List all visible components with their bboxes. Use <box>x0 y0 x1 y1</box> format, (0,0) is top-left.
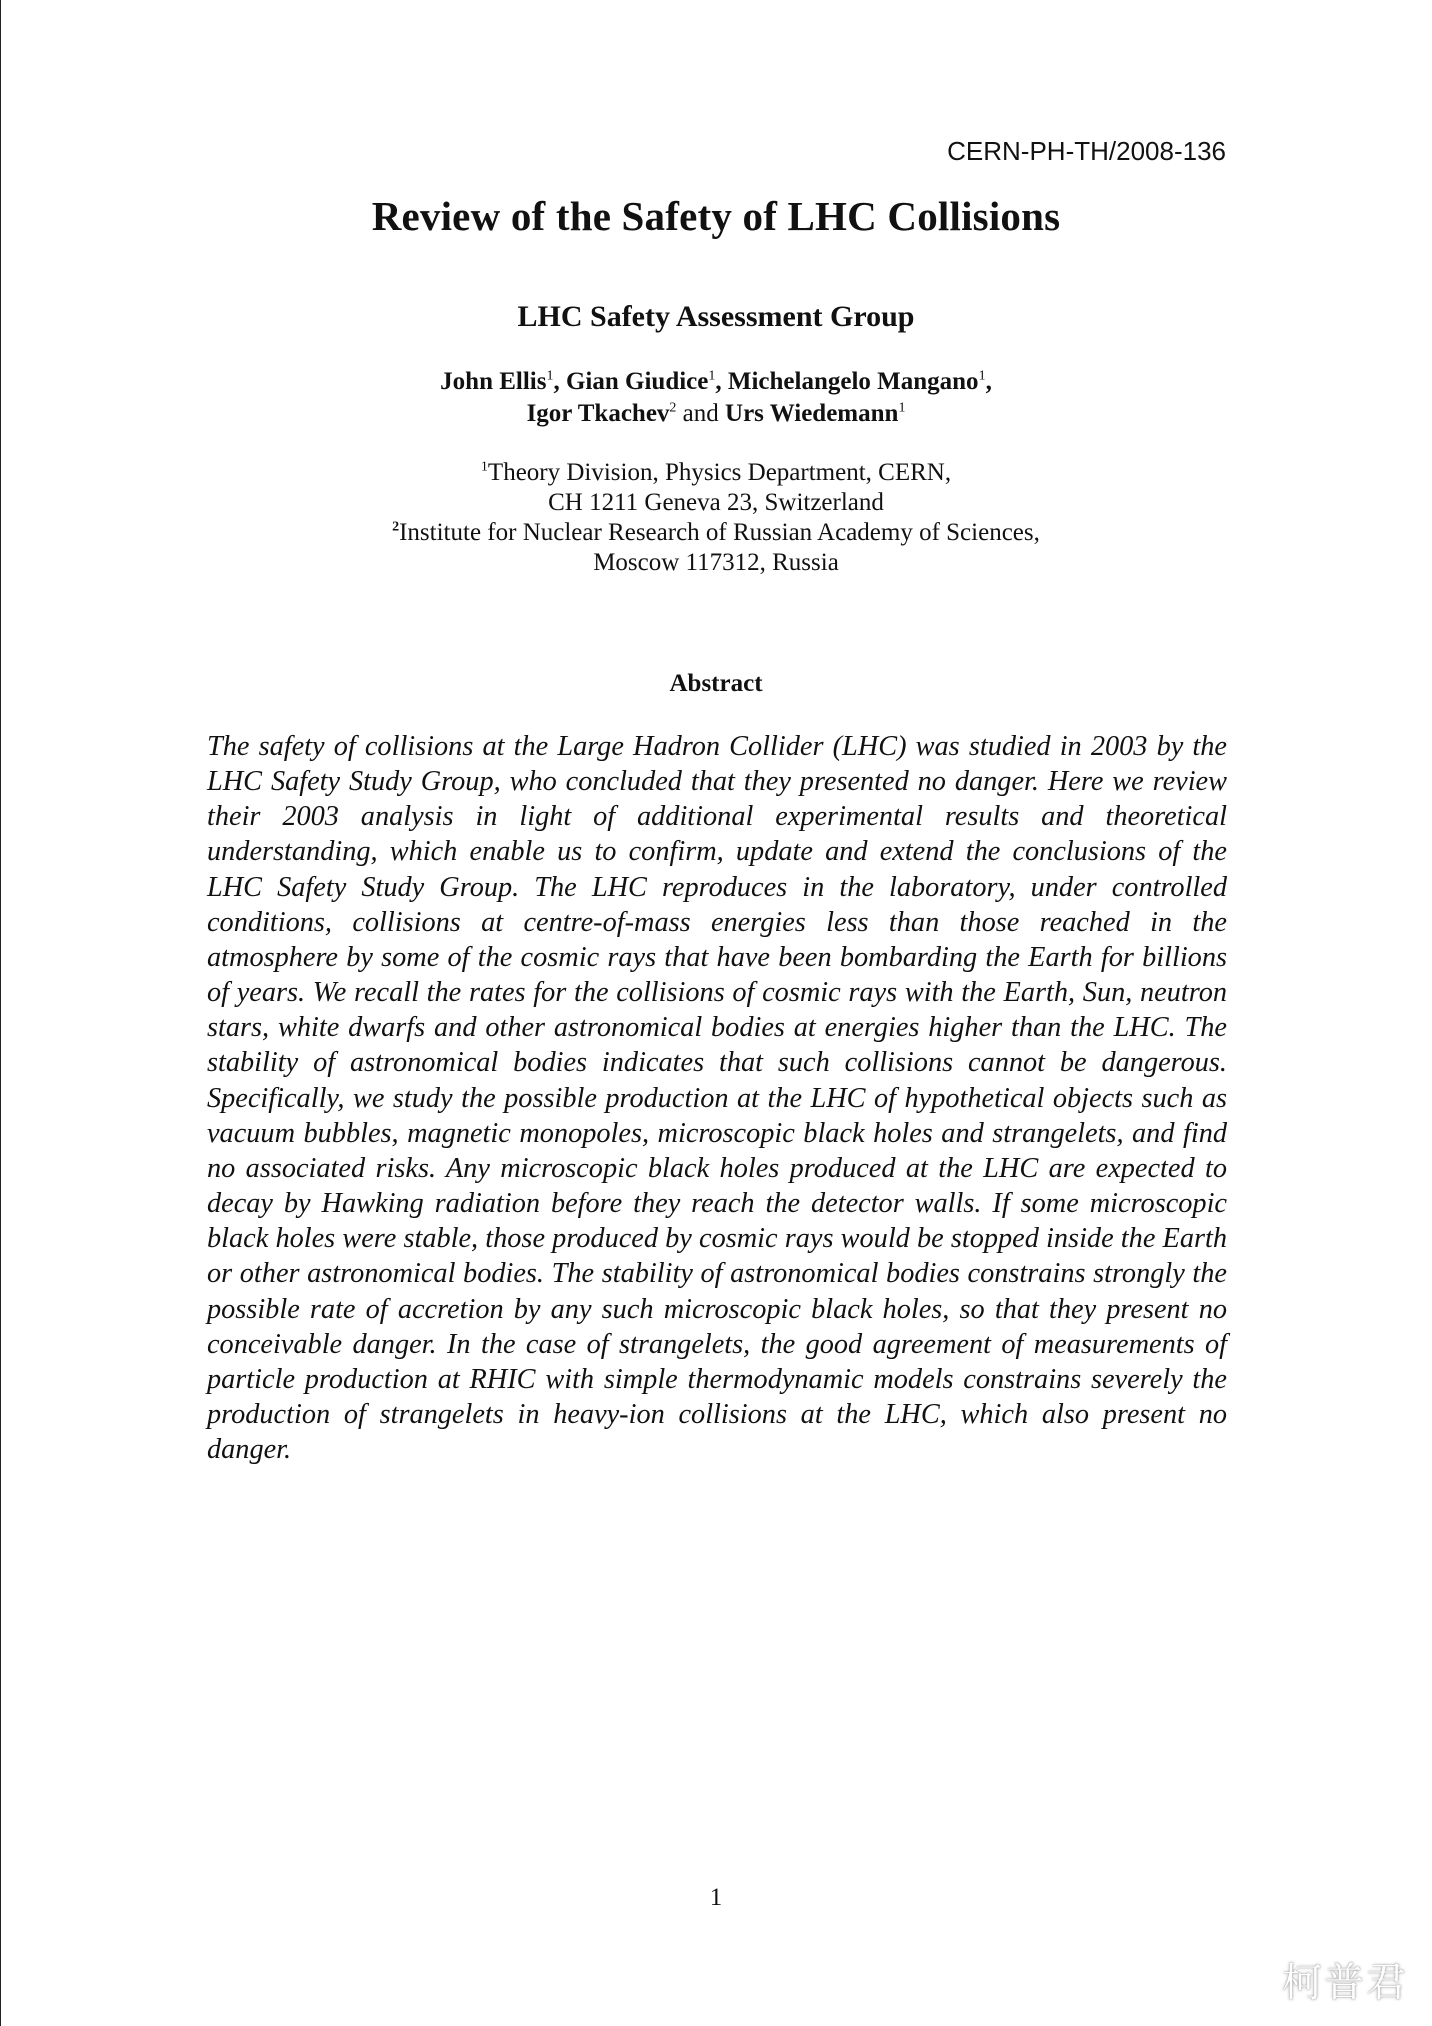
author-affiliation-marker: 2 <box>669 400 677 416</box>
author-list <box>0 366 1432 430</box>
affiliation-2-line-2: Moscow 117312, Russia <box>593 549 839 576</box>
affiliation-1-line-1 <box>0 458 1432 488</box>
author-affiliation-marker: 1 <box>898 400 906 416</box>
author-affiliation-marker: 1 <box>546 368 554 384</box>
author-name: Igor Tkachev <box>526 400 670 427</box>
author-affiliation-marker: 1 <box>708 368 716 384</box>
author-name: Gian Giudice <box>565 368 709 395</box>
watermark: 柯普君 <box>1282 1960 1408 2006</box>
author-name: Urs Wiedemann <box>725 400 899 427</box>
paper-title: Review of the Safety of LHC Collisions <box>371 193 1061 239</box>
affiliation-1-line-2: CH 1211 Geneva 23, Switzerland <box>548 489 884 516</box>
affiliation-text: Theory Division, Physics Department, CERN, <box>487 459 952 486</box>
author-name: John Ellis <box>440 368 547 395</box>
author-affiliation-marker: 1 <box>978 368 986 384</box>
affiliations <box>0 458 1432 578</box>
page-number: 1 <box>709 1884 723 1911</box>
author-conjunction: and <box>676 400 726 427</box>
affiliation-marker: 1 <box>480 459 488 475</box>
abstract-text: The safety of collisions at the Large Hadron Collider (LHC) was studied in 2003 by the LHC Safety Study Group, who concluded that they presented no danger. Here we review their 2003 analysis in light of additional experimental results and theoretical understanding, which enable us to confirm, update and extend the conclusions of the LHC Safety Study Group. The LHC reproduces in the laboratory, under controlled conditions, collisions at centre-of-mass energies less than those reached in the atmosphere by some of the cosmic rays that have been bombarding the Earth for billions of years. We recall the rates for the collisions of cosmic rays with the Earth, Sun, neutron stars, white dwarfs and other astronomical bodies at energies higher than the LHC. The stability of astronomical bodies indicates that such collisions cannot be dangerous. Specifically, we study the possible production at the LHC of hypothetical objects such as vacuum bubbles, magnetic monopoles, microscopic black holes and strangelets, and find no associated risks. Any microscopic black holes produced at the LHC are expected to decay by Hawking radiation before they reach the detector walls. If some microscopic black holes were stable, those produced by cosmic rays would be stopped inside the Earth or other astronomical bodies. The stability of astronomical bodies constrains strongly the possible rate of accretion by any such microscopic black holes, so that they present no conceivable danger. In the case of strangelets, the good agreement of measurements of particle production at RHIC with simple thermodynamic models constrains severely the production of strangelets in heavy-ion collisions at the LHC, which also present no danger. <box>207 731 1227 1466</box>
author-line-1 <box>0 366 1432 398</box>
report-number: CERN-PH-TH/2008-136 <box>947 136 1226 166</box>
author-separator: , <box>715 368 728 395</box>
group-name: LHC Safety Assessment Group <box>517 300 915 333</box>
abstract-heading: Abstract <box>669 670 763 697</box>
author-name: Michelangelo Mangano <box>727 368 979 395</box>
author-line-2 <box>0 398 1432 430</box>
author-separator: , <box>985 368 992 395</box>
affiliation-2-line-1 <box>0 518 1432 548</box>
affiliation-marker: 2 <box>392 519 400 535</box>
affiliation-text: Institute for Nuclear Research of Russian Academy of Sciences, <box>399 519 1040 546</box>
author-separator: , <box>553 368 566 395</box>
